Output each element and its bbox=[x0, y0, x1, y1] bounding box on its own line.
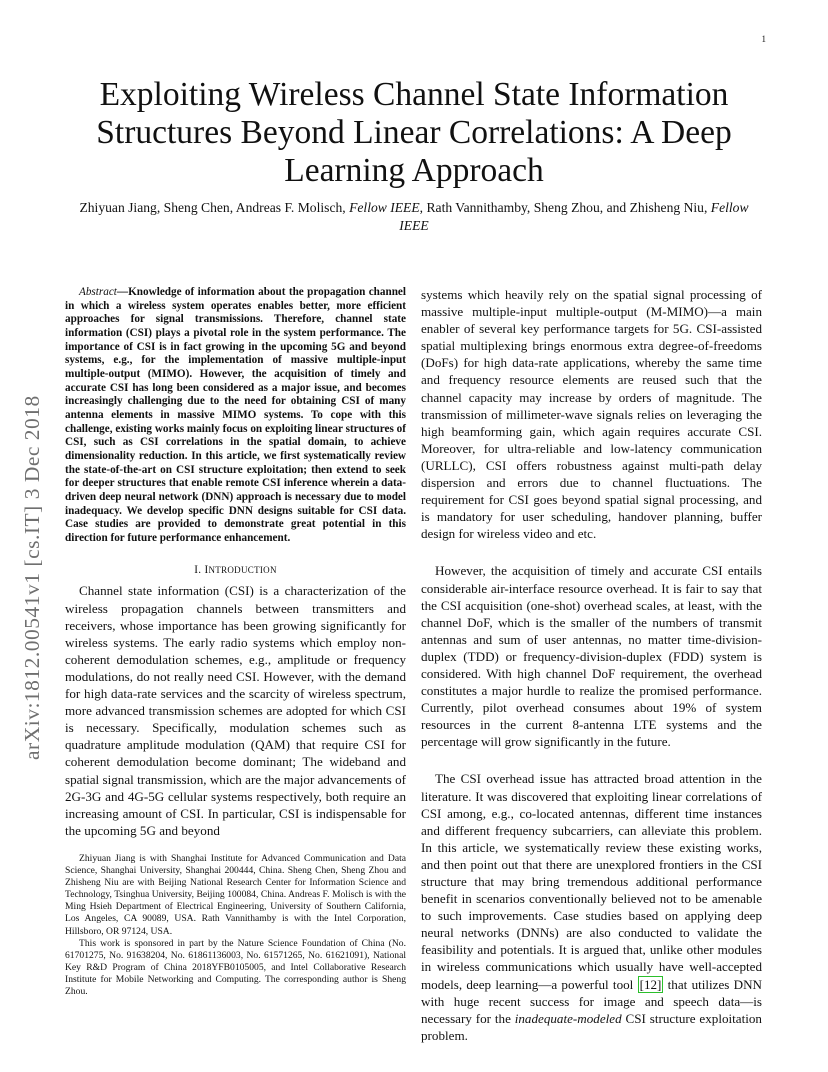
paragraph-3-text-c: CSI structure exploitation problem. bbox=[421, 1010, 762, 1043]
citation-link-12[interactable]: [12] bbox=[639, 976, 662, 992]
authors-text-1: Zhiyuan Jiang, Sheng Chen, Andreas F. Molisch, bbox=[79, 200, 350, 215]
fellow-ieee-2: Fellow IEEE bbox=[399, 200, 749, 233]
footnotes bbox=[65, 853, 406, 998]
section-title-rest: NTRODUCTION bbox=[208, 565, 277, 576]
arxiv-identifier-stamp: arXiv:1812.00541v1 [cs.IT] 3 Dec 2018 bbox=[20, 395, 44, 760]
paragraph-3-emphasis: inadequate-modeled bbox=[514, 1010, 622, 1026]
footnote-affiliations: Zhiyuan Jiang is with Shanghai Institute for Advanced Communication and Data Science, Shanghai University, Shanghai 200444, China. Sheng Chen, Sheng Zhou and Zhisheng Niu are with Beijing National Research Center for Information Science and Technology, Tsinghua University, Beijing 100084, China. Andreas F. Molisch is with the Ming Hsieh Department of Electrical Engineering, University of Southern California, Los Angeles, CA 90089, USA. Rath Vannithamby is with the Intel Corporation, Hillsboro, OR 97124, USA. bbox=[65, 853, 406, 937]
footnote-funding: This work is sponsored in part by the Nature Science Foundation of China (No. 61701275, No. 91638204, No. 61861136003, No. 61571265, No. 61621091), National Key R&D Program of China 2018YFB0105005, and Intel Collaborative Research Institute for Mobile Networking and Computing. The corresponding author is Sheng Zhou. bbox=[65, 937, 406, 998]
fellow-ieee-1: Fellow IEEE bbox=[349, 200, 420, 215]
paragraph-3-text-b: that utilizes DNN with huge recent success for image and speech data—is necessary for the bbox=[421, 976, 763, 1026]
section-heading-introduction bbox=[65, 564, 406, 576]
right-column bbox=[421, 286, 762, 1044]
right-paragraph-1: systems which heavily rely on the spatial signal processing of massive multiple-input multiple-output (M-MIMO)—a main enabler of several key performance targets for 5G. CSI-assisted spatial multiplexing brings enormous extra degree-of-freedoms (DoFs) for high data-rate applications, whereby the same time and frequency resource elements are reused such that the channel capacity may increase by orders of magnitude. The transmission of millimeter-wave signals relies on leveraging the high beamforming gain, which again requires accurate CSI. Moreover, for ultra-reliable and low-latency communication (URLLC), CSI offers robustness against multi-path delay dispersion and errors due to channel fluctuations. The requirement for CSI goes beyond spatial signal processing, and is mandatory for user scheduling, handover planning, buffer design for wireless video and etc. bbox=[421, 287, 762, 542]
abstract-text: —Knowledge of information about the propagation channel in which a wireless system operates enables better, more efficient approaches for signal transmissions. Therefore, channel state information (CSI) plays a pivotal role in the system performance. The importance of CSI is in fact growing in the upcoming 5G and beyond systems, e.g., for the implementation of massive multiple-input multiple-output (MIMO). However, the acquisition of timely and accurate CSI has long been considered as a major issue, and becomes increasingly challenging due to the need for obtaining CSI of many antenna elements in massive MIMO systems. To cope with this challenge, existing works mainly focus on exploiting linear structures of CSI, such as CSI correlations in the spatial domain, to achieve dimensionality reduction. In this article, we first systematically review the state-of-the-art on CSI structure exploitation; then extend to seek for deeper structures that enable remote CSI inference wherein a data-driven deep neural network (DNN) approach is necessary due to model inadequacy. We develop specific DNN designs suitable for CSI data. Case studies are provided to demonstrate great potential in this direction for future performance enhancement. bbox=[65, 286, 406, 544]
right-paragraph-2: However, the acquisition of timely and accurate CSI entails considerable air-interface resource overhead. It is fair to say that the CSI acquisition (one-shot) overhead scales, at least, with the channel DoF, which is the smaller of the numbers of transmit antennas and sum of user antennas, no matter time-division-duplex (TDD) or frequency-division-duplex (FDD) system is considered. With high channel DoF requirement, the overhead constitutes a major hurdle to realize the promised performance. Currently, pilot overhead consumes about 19% of system resources in the current 8-antenna LTE systems and the percentage will grow significantly in the future. bbox=[421, 563, 762, 750]
left-column bbox=[65, 286, 406, 839]
abstract bbox=[65, 286, 406, 545]
paper-title: Exploiting Wireless Channel State Information Structures Beyond Linear Correlations: A Deep Learning Approach bbox=[96, 76, 732, 189]
authors-text-2: , Rath Vannithamby, Sheng Zhou, and Zhisheng Niu, bbox=[419, 200, 711, 215]
abstract-label: Abstract bbox=[79, 286, 117, 298]
paragraph-3-text-a: The CSI overhead issue has attracted broad attention in the literature. It was discovered that exploiting linear correlations of CSI among, e.g., co-located antennas, different time instances and different frequency subcarriers, can alleviate this problem. In this article, we systematically review these existing works, and then point out that there are unexplored frontiers in the CSI structure that may bring tremendous additional performance benefit in scenarios conventionally believed not to be amenable to such improvements. Case studies based on applying deep neural networks (DNNs) are also conducted to validate the feasibility and potentials. It is argued that, unlike other modules in wireless communications which usually have well-accepted models, deep learning—a powerful tool bbox=[421, 771, 762, 992]
author-list bbox=[70, 199, 758, 235]
section-title-initial: I bbox=[204, 564, 209, 577]
intro-paragraph: Channel state information (CSI) is a characterization of the wireless propagation channels between transmitters and receivers, whose importance has been growing significantly for wireless systems. The early radio systems which employ non-coherent demodulation schemes, e.g., amplitude or frequency modulations, do not really need CSI. However, with the demand for high data-rate services and the scarcity of wireless spectrum, more advanced transmission schemes are adopted for which CSI is necessary. Specifically, modulation schemes such as quadrature amplitude modulation (QAM) that require CSI for coherent demodulation become dominant; The wideband and spatial signal transmission, which are the major advancements of 2G-3G and 4G-5G cellular systems respectively, both require an increasing amount of CSI. In particular, CSI is indispensable for the upcoming 5G and beyond bbox=[65, 583, 406, 838]
page-number: 1 bbox=[761, 34, 766, 44]
right-paragraph-3 bbox=[421, 770, 762, 1044]
section-number: I. bbox=[194, 564, 205, 577]
